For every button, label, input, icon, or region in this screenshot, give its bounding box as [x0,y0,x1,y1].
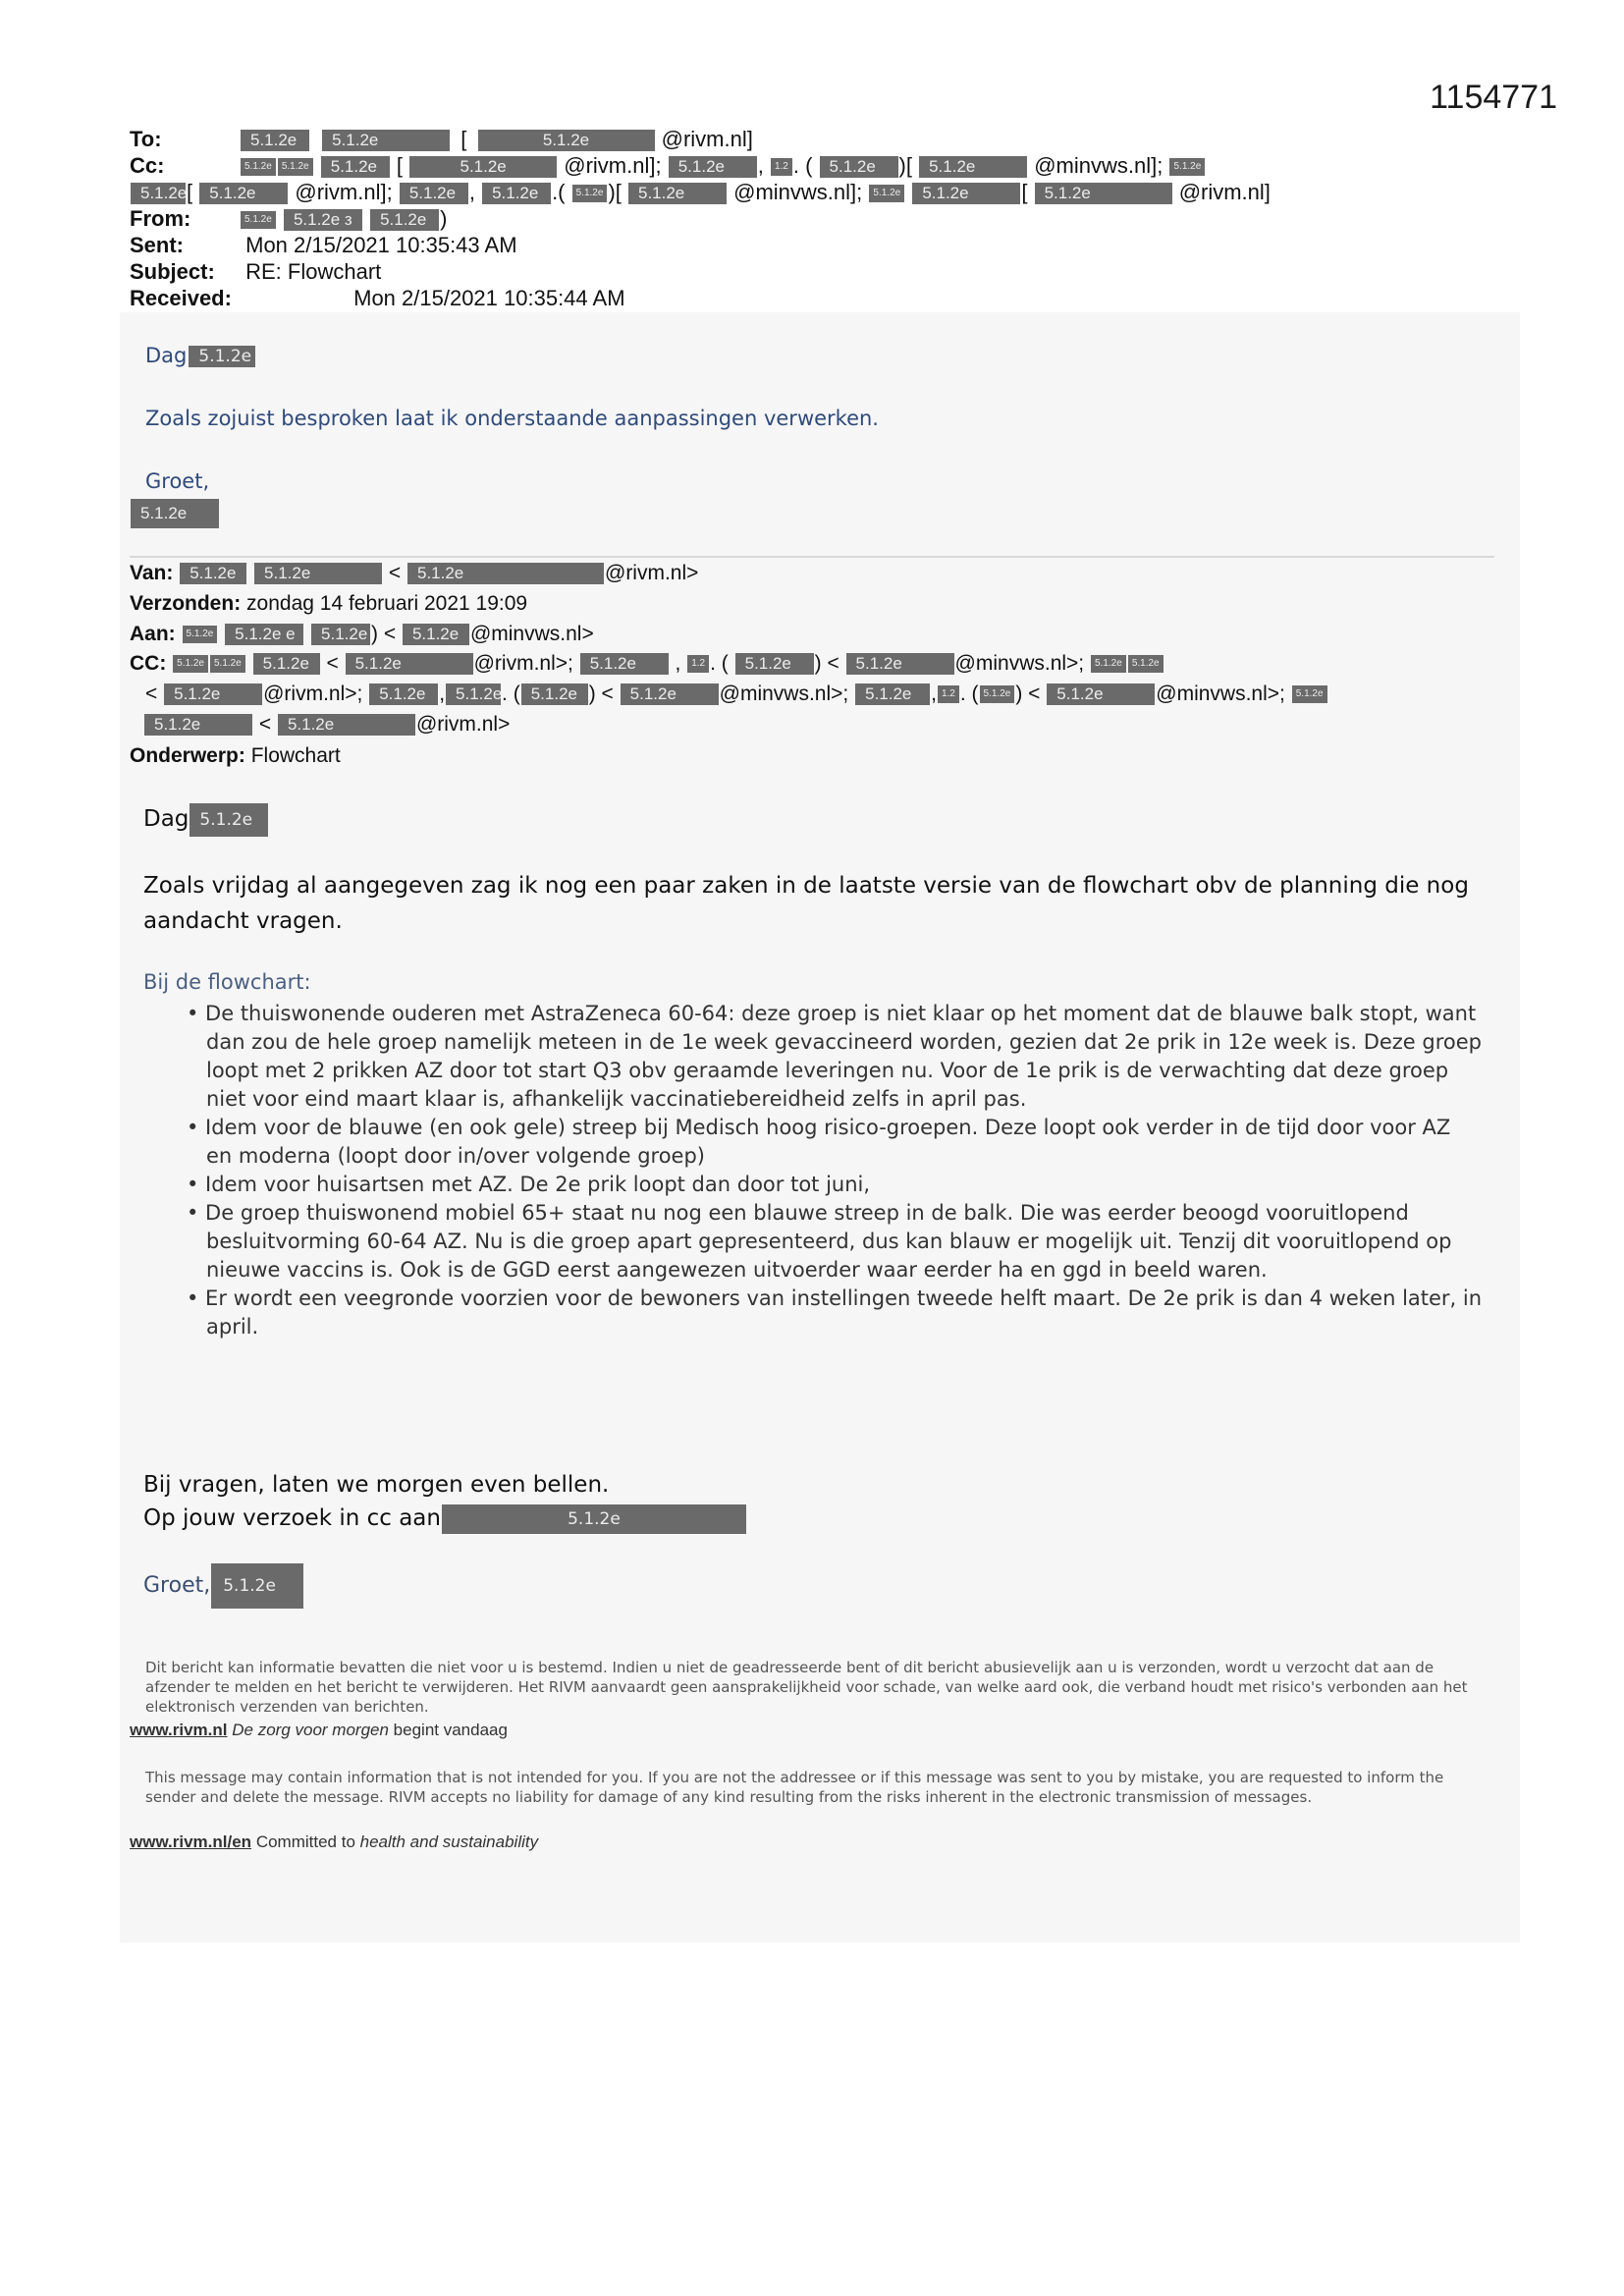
redaction: 5.1.2e з [284,209,362,231]
received-value: Mon 2/15/2021 10:35:44 AM [353,286,625,310]
van-row: Van: 5.1.2e 5.1.2e < 5.1.2e @rivm.nl> [130,562,699,584]
redaction: 5.1.2e [1091,655,1126,673]
flowchart-bullets [187,1000,1483,1341]
redaction: 5.1.2e [572,185,608,202]
rivm-link-nl[interactable]: www.rivm.nl De zorg voor morgen begint vandaag [130,1721,508,1739]
document-id: 1154771 [1430,79,1557,116]
redaction: 5.1.2e [407,563,604,584]
redaction: 5.1.2e [1128,655,1164,673]
redaction: 5.1.2e [628,183,727,204]
domain-text: @rivm.nl]; [564,153,662,178]
sent-value: Mon 2/15/2021 10:35:43 AM [245,233,517,257]
bullet-item: • Idem voor de blauwe (en ook gele) streep bij Medisch hoog risico-groepen. Deze loopt ook verder in de tijd door voor AZ en moderna (loopt door in/over volgende groep) [187,1116,1451,1168]
verzonden-value: zondag 14 februari 2021 19:09 [246,592,528,615]
cc-row-2: 5.1.2e[ 5.1.2e @rivm.nl]; 5.1.2e , 5.1.2e .( 5.1.2e )[ 5.1.2e @minvws.nl]; 5.1.2e 5.1.2e [ 5.1.2e @rivm.nl] [130,179,625,205]
redaction: 5.1.2e [311,624,370,645]
reply-signature [130,499,220,528]
redaction: 5.1.2e e [225,624,303,645]
redaction: 5.1.2e [173,655,208,673]
sent-row [130,232,625,258]
onderwerp-value: Flowchart [250,744,341,767]
flowchart-section-title: Bij de flowchart: [143,970,311,994]
domain-text: @rivm.nl] [1178,180,1271,204]
domain-text: @minvws.nl]; [733,180,863,204]
cc-row-3: 5.1.2e < 5.1.2e @rivm.nl> [143,713,510,737]
reply-text: Zoals zojuist besproken laat ik onderstaande aanpassingen verwerken. [145,407,879,430]
original-closing: Groet, 5.1.2e [143,1563,304,1609]
redaction: 5.1.2e [180,563,246,584]
redaction: 5.1.2e [278,714,415,736]
bullet-item: • De thuiswonende ouderen met AstraZeneca 60-64: deze groep is niet klaar op het moment dat de blauwe balk stopt, want dan zou de hele groep namelijk meteen in de 1e week gevaccineerd worden, gezien dat 2e prik in 12e week is. Deze groep loopt met 2 prikken AZ door tot start Q3 obv geraamde leveringen nu. Voor de 1e prik is de verwachting dat deze groep niet voor eind maart klaar is, afhankelijk vaccinatiebereidheid zelfs in april pas. [187,1002,1483,1111]
domain-text: @rivm.nl] [661,127,753,151]
redaction: 5.1.2e [369,683,438,705]
domain-text: @minvws.nl]; [1034,153,1164,178]
redaction: 5.1.2e [241,130,309,151]
redaction: 5.1.2e [1035,183,1172,204]
redaction: 5.1.2e [199,183,288,204]
domain-text: @rivm.nl>; [473,652,573,675]
redaction: 5.1.2e [189,803,268,837]
disclaimer-nl: Dit bericht kan informatie bevatten die niet voor u is bestemd. Indien u niet de geadresseerde bent of dit bericht abusievelijk aan u is verzonden, wordt u verzocht dat aan de afzender te melden en het bericht te verwijderen. Het RIVM aanvaardt geen aansprakelijkheid voor schade, van welke aard ook, die verband houdt met risico's verbonden aan het elektronisch verzenden van berichten. [145,1659,1468,1716]
to-label: To: [130,127,162,151]
redaction: 5.1.2e [322,130,450,151]
redaction: 5.1.2e [1292,685,1327,703]
verzonden-row: Verzonden: zondag 14 februari 2021 19:09 [130,592,528,615]
domain-text: @minvws.nl>; [719,683,849,705]
reply-closing: Groet, [145,469,210,493]
from-row: From: 5.1.2e 5.1.2e з 5.1.2e ) [130,206,448,231]
original-greeting: Dag 5.1.2e [143,801,269,837]
domain-text: @minvws.nl>; [954,652,1085,675]
cc-row-1: CC: 5.1.2e 5.1.2e 5.1.2e < 5.1.2e @rivm.nl>; 5.1.2e , 1.2 . ( 5.1.2e ) < 5.1.2e @minvws.nl>; 5.1.2e 5.1.2e [130,652,1164,676]
redaction: 5.1.2e [183,626,218,643]
cc-label: Cc: [130,153,165,178]
redaction: 5.1.2e [869,185,904,202]
redaction: 5.1.2e [919,156,1027,178]
received-label: Received: [130,286,232,310]
redaction: 5.1.2e [370,209,439,231]
redaction: 5.1.2e [820,156,898,178]
received-row [130,285,625,311]
cc-request-line: Op jouw verzoek in cc aan 5.1.2e [143,1501,747,1536]
subject-label: Subject: [130,259,215,284]
subject-value: RE: Flowchart [245,259,382,284]
redaction: 5.1.2e [1047,683,1155,705]
redaction: 5.1.2e [210,655,245,673]
redaction: 5.1.2e [478,130,655,151]
cc-row-2: < 5.1.2e @rivm.nl>; 5.1.2e , 5.1.2e. ( 5.1.2e ) < 5.1.2e @minvws.nl>; 5.1.2e , 1.2 . ( 5.1.2e ) < 5.1.2e @minvws.nl>; 5.1.2e [145,683,1328,706]
redaction: 5.1.2e [278,158,313,176]
domain-text: @minvws.nl> [469,623,594,645]
redaction: 5.1.2e [912,183,1020,204]
redaction: 5.1.2e [241,211,276,229]
questions-line: Bij vragen, laten we morgen even bellen. [143,1472,610,1498]
domain-text: @rivm.nl>; [263,683,363,705]
redaction: 5.1.2e [403,624,469,645]
domain-text: @rivm.nl> [415,713,511,736]
cc-row-1: Cc: 5.1.2e 5.1.2e 5.1.2e [ 5.1.2e @rivm.nl]; 5.1.2e , 1.2 . ( 5.1.2e )[ 5.1.2e @minvws.nl]; 5.1.2e [130,152,625,179]
redaction: 5.1.2e [254,563,382,584]
redaction: 5.1.2e [211,1563,303,1609]
redaction: 5.1.2e [346,653,473,675]
from-label: From: [130,206,191,231]
domain-text: @rivm.nl> [605,562,699,584]
redaction: 5.1.2e [131,183,186,204]
original-intro: Zoals vrijdag al aangegeven zag ik nog een paar zaken in de laatste versie van de flowchart obv de planning die nog aandacht vragen. [143,873,1469,934]
redaction: 5.1.2e [241,158,276,176]
redaction: 5.1.2e [855,683,930,705]
redaction: 5.1.2e [321,156,390,178]
redaction: 5.1.2e [164,683,262,705]
redaction: 5.1.2e [253,653,320,675]
redaction: 5.1.2e [409,156,557,178]
redaction: 5.1.2e [735,653,814,675]
redaction: 5.1.2e [980,685,1015,703]
reply-greeting: Dag 5.1.2e [145,344,256,367]
redaction: 1.2 [771,158,792,176]
redaction: 5.1.2e [521,683,588,705]
redaction: 5.1.2e [442,1504,746,1534]
domain-text: @rivm.nl]; [295,180,393,204]
disclaimer-en: This message may contain information that is not intended for you. If you are not the addressee or if this message was sent to you by mistake, you are requested to inform the sender and delete the message. RIVM accepts no liability for damage of any kind resulting from the risks inherent in the electronic transmission of messages. [145,1769,1444,1806]
subject-row [130,258,625,285]
redaction: 5.1.2e [482,183,551,204]
to-row: To: 5.1.2e 5.1.2e [ 5.1.2e @rivm.nl] [130,127,753,151]
rivm-link-en[interactable]: www.rivm.nl/en Committed to health and sustainability [130,1832,539,1851]
redaction: 5.1.2e [131,499,219,528]
redaction: 1.2 [938,685,959,703]
onderwerp-row: Onderwerp: Flowchart [130,744,341,767]
redaction: 5.1.2e [621,683,719,705]
domain-text: @minvws.nl>; [1156,683,1285,705]
redaction: 5.1.2e [400,183,468,204]
bullet-item: • De groep thuiswonend mobiel 65+ staat nu nog een blauwe streep in de balk. Die was eerder beoogd vooruitlopend besluitvorming 60-64 AZ. Nu is die groep apart gepresenteerd, dus kan blauw er mogelijk uit. Tenzij dit vooruitlopend op nieuwe vaccins is. Ook is de GGD eerst aangewezen uitvoerder waar eerder ha en ggd in beeld waren. [187,1201,1452,1282]
aan-row: Aan: 5.1.2e 5.1.2e e 5.1.2e ) < 5.1.2e @minvws.nl> [130,623,594,645]
bullet-item: • Idem voor huisartsen met AZ. De 2e prik loopt dan door tot juni, [187,1173,871,1196]
redaction: 5.1.2e [1169,158,1205,176]
bullet-item: • Er wordt een veegronde voorzien voor de bewoners van instellingen tweede helft maart. De 2e prik is dan 4 weken later, in april. [187,1286,1483,1339]
redaction: 5.1.2e [580,653,669,675]
redaction: 5.1.2e [144,714,252,736]
redaction: 1.2 [687,655,709,673]
redaction: 5.1.2e [189,346,255,367]
header-divider [130,556,1494,558]
redaction: 5.1.2e [669,156,757,178]
sent-label: Sent: [130,233,184,257]
outer-email-header [130,126,1271,311]
redaction: 5.1.2e [846,653,954,675]
redaction: 5.1.2e [446,683,501,705]
